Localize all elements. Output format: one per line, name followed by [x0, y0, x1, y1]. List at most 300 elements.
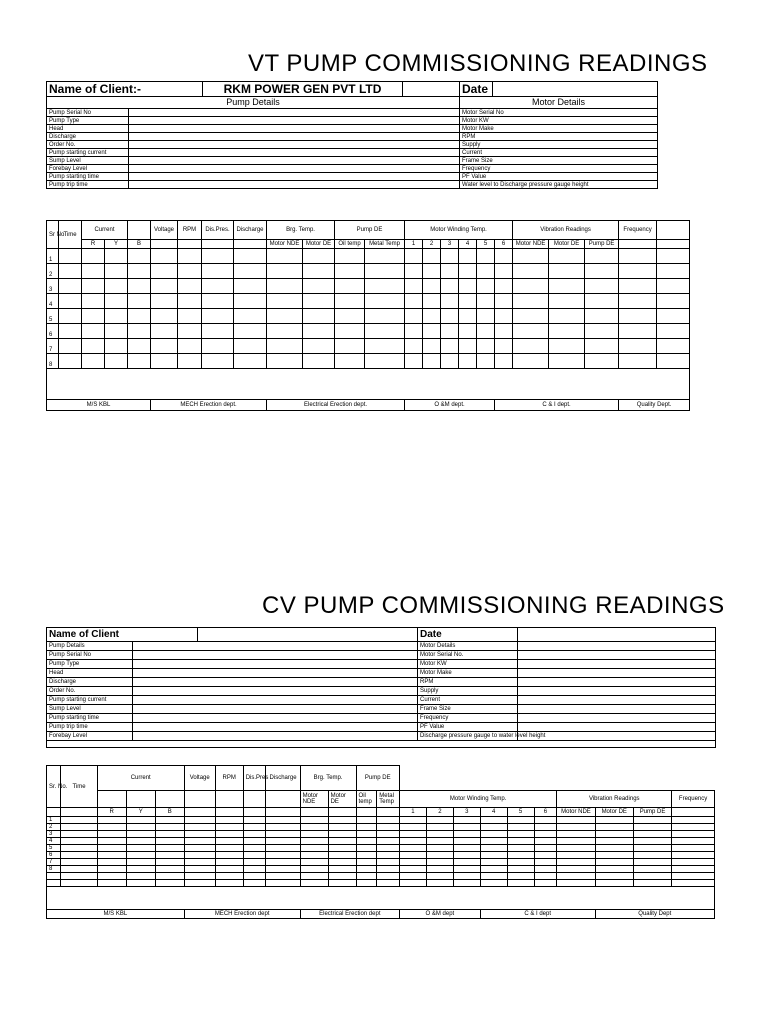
- vt-reading-cell[interactable]: [105, 354, 128, 369]
- cv-reading-cell[interactable]: [266, 866, 300, 873]
- cv-motor-field-value[interactable]: [518, 687, 716, 696]
- cv-reading-cell[interactable]: [243, 859, 266, 866]
- cv-reading-cell[interactable]: [426, 852, 453, 859]
- vt-reading-cell[interactable]: [105, 324, 128, 339]
- vt-reading-cell[interactable]: [202, 354, 234, 369]
- cv-reading-cell[interactable]: [633, 831, 671, 838]
- vt-reading-cell[interactable]: [128, 309, 151, 324]
- cv-reading-cell[interactable]: [557, 859, 595, 866]
- vt-reading-cell[interactable]: [234, 339, 267, 354]
- cv-reading-cell[interactable]: [61, 852, 97, 859]
- vt-field-value[interactable]: [129, 109, 460, 117]
- cv-reading-cell[interactable]: [184, 866, 215, 873]
- cv-reading-cell[interactable]: [426, 866, 453, 873]
- vt-reading-cell[interactable]: [405, 294, 423, 309]
- cv-reading-cell[interactable]: [633, 873, 671, 880]
- cv-reading-cell[interactable]: [595, 845, 633, 852]
- vt-reading-cell[interactable]: [513, 249, 549, 264]
- cv-reading-cell[interactable]: [672, 831, 715, 838]
- vt-reading-cell[interactable]: [459, 309, 477, 324]
- cv-reading-cell[interactable]: [300, 873, 328, 880]
- cv-reading-cell[interactable]: [633, 824, 671, 831]
- cv-reading-cell[interactable]: [400, 838, 427, 845]
- vt-reading-cell[interactable]: [585, 249, 619, 264]
- vt-reading-cell[interactable]: [105, 339, 128, 354]
- vt-reading-cell[interactable]: [405, 264, 423, 279]
- vt-reading-cell[interactable]: [303, 264, 335, 279]
- cv-reading-cell[interactable]: [126, 866, 155, 873]
- cv-reading-cell[interactable]: [507, 873, 534, 880]
- vt-reading-cell[interactable]: [549, 249, 585, 264]
- vt-field-value[interactable]: [129, 125, 460, 133]
- cv-reading-cell[interactable]: [377, 859, 400, 866]
- cv-reading-cell[interactable]: [126, 880, 155, 887]
- vt-reading-cell[interactable]: [128, 279, 151, 294]
- vt-reading-cell[interactable]: [128, 324, 151, 339]
- cv-reading-cell[interactable]: [61, 859, 97, 866]
- vt-reading-cell[interactable]: [59, 294, 82, 309]
- vt-reading-cell[interactable]: [459, 264, 477, 279]
- vt-field-value[interactable]: [129, 141, 460, 149]
- vt-reading-cell[interactable]: [365, 249, 405, 264]
- vt-reading-cell[interactable]: [234, 264, 267, 279]
- vt-reading-cell[interactable]: [234, 279, 267, 294]
- cv-reading-cell[interactable]: [507, 859, 534, 866]
- vt-reading-cell[interactable]: [105, 264, 128, 279]
- vt-reading-cell[interactable]: [495, 309, 513, 324]
- vt-reading-cell[interactable]: [234, 249, 267, 264]
- vt-reading-cell[interactable]: [151, 354, 178, 369]
- cv-reading-cell[interactable]: [480, 845, 507, 852]
- cv-reading-cell[interactable]: [328, 824, 356, 831]
- cv-date-field[interactable]: [518, 628, 716, 642]
- vt-reading-cell[interactable]: [441, 249, 459, 264]
- cv-reading-cell[interactable]: [126, 838, 155, 845]
- cv-reading-cell[interactable]: [300, 824, 328, 831]
- cv-client-field[interactable]: [198, 628, 418, 642]
- cv-reading-cell[interactable]: [426, 831, 453, 838]
- cv-reading-cell[interactable]: [328, 880, 356, 887]
- vt-reading-cell[interactable]: [441, 294, 459, 309]
- vt-reading-cell[interactable]: [495, 264, 513, 279]
- vt-reading-cell[interactable]: [178, 309, 202, 324]
- vt-reading-cell[interactable]: [477, 279, 495, 294]
- vt-reading-cell[interactable]: [128, 249, 151, 264]
- cv-reading-cell[interactable]: [453, 873, 480, 880]
- cv-reading-cell[interactable]: [215, 880, 243, 887]
- vt-reading-cell[interactable]: [59, 354, 82, 369]
- vt-reading-cell[interactable]: [267, 249, 303, 264]
- vt-reading-cell[interactable]: [619, 249, 657, 264]
- cv-reading-cell[interactable]: [97, 817, 126, 824]
- vt-field-value[interactable]: [129, 181, 460, 189]
- cv-reading-cell[interactable]: [126, 852, 155, 859]
- vt-reading-cell[interactable]: [105, 294, 128, 309]
- cv-reading-cell[interactable]: [97, 859, 126, 866]
- vt-reading-cell[interactable]: [423, 264, 441, 279]
- cv-reading-cell[interactable]: [300, 859, 328, 866]
- cv-reading-cell[interactable]: [300, 831, 328, 838]
- vt-reading-cell[interactable]: [513, 294, 549, 309]
- vt-field-value[interactable]: [129, 165, 460, 173]
- cv-reading-cell[interactable]: [126, 824, 155, 831]
- vt-reading-cell[interactable]: [619, 309, 657, 324]
- cv-reading-cell[interactable]: [633, 880, 671, 887]
- vt-reading-cell[interactable]: [441, 279, 459, 294]
- vt-reading-cell[interactable]: [549, 264, 585, 279]
- cv-reading-cell[interactable]: [61, 845, 97, 852]
- cv-reading-cell[interactable]: [215, 838, 243, 845]
- vt-reading-cell[interactable]: [59, 339, 82, 354]
- cv-reading-cell[interactable]: [426, 873, 453, 880]
- vt-reading-cell[interactable]: [151, 324, 178, 339]
- vt-reading-cell[interactable]: [105, 279, 128, 294]
- cv-reading-cell[interactable]: [595, 852, 633, 859]
- cv-reading-cell[interactable]: [61, 873, 97, 880]
- cv-reading-cell[interactable]: [61, 831, 97, 838]
- vt-reading-cell[interactable]: [459, 339, 477, 354]
- cv-reading-cell[interactable]: [97, 866, 126, 873]
- cv-reading-cell[interactable]: [155, 866, 184, 873]
- vt-reading-cell[interactable]: [151, 294, 178, 309]
- vt-reading-cell[interactable]: [441, 354, 459, 369]
- vt-reading-cell[interactable]: [549, 294, 585, 309]
- vt-reading-cell[interactable]: [657, 309, 690, 324]
- cv-reading-cell[interactable]: [557, 852, 595, 859]
- cv-reading-cell[interactable]: [400, 852, 427, 859]
- cv-reading-cell[interactable]: [155, 852, 184, 859]
- vt-field-value[interactable]: [129, 157, 460, 165]
- vt-reading-cell[interactable]: [267, 294, 303, 309]
- cv-field-value[interactable]: [133, 678, 418, 687]
- cv-reading-cell[interactable]: [426, 880, 453, 887]
- vt-reading-cell[interactable]: [513, 339, 549, 354]
- cv-reading-cell[interactable]: [595, 817, 633, 824]
- cv-reading-cell[interactable]: [47, 880, 61, 887]
- vt-reading-cell[interactable]: [59, 279, 82, 294]
- cv-reading-cell[interactable]: [356, 880, 377, 887]
- vt-reading-cell[interactable]: [549, 279, 585, 294]
- vt-reading-cell[interactable]: [335, 249, 365, 264]
- vt-reading-cell[interactable]: [267, 279, 303, 294]
- cv-reading-cell[interactable]: [534, 873, 557, 880]
- vt-reading-cell[interactable]: [178, 339, 202, 354]
- cv-reading-cell[interactable]: [243, 852, 266, 859]
- cv-reading-cell[interactable]: [480, 852, 507, 859]
- cv-reading-cell[interactable]: [184, 880, 215, 887]
- vt-reading-cell[interactable]: [477, 324, 495, 339]
- vt-reading-cell[interactable]: [585, 309, 619, 324]
- vt-reading-cell[interactable]: [128, 339, 151, 354]
- cv-reading-cell[interactable]: [377, 852, 400, 859]
- cv-reading-cell[interactable]: [328, 852, 356, 859]
- cv-reading-cell[interactable]: [507, 824, 534, 831]
- cv-reading-cell[interactable]: [155, 873, 184, 880]
- cv-reading-cell[interactable]: [557, 831, 595, 838]
- cv-reading-cell[interactable]: [672, 873, 715, 880]
- cv-reading-cell[interactable]: [557, 845, 595, 852]
- vt-reading-cell[interactable]: [82, 264, 105, 279]
- cv-reading-cell[interactable]: [453, 845, 480, 852]
- vt-reading-cell[interactable]: [423, 339, 441, 354]
- cv-reading-cell[interactable]: [377, 838, 400, 845]
- vt-reading-cell[interactable]: [303, 339, 335, 354]
- vt-reading-cell[interactable]: [423, 324, 441, 339]
- vt-reading-cell[interactable]: [82, 294, 105, 309]
- vt-reading-cell[interactable]: [82, 339, 105, 354]
- cv-reading-cell[interactable]: [507, 852, 534, 859]
- cv-field-value[interactable]: [133, 660, 418, 669]
- cv-reading-cell[interactable]: [400, 866, 427, 873]
- cv-reading-cell[interactable]: [534, 866, 557, 873]
- vt-reading-cell[interactable]: [477, 264, 495, 279]
- cv-motor-field-value[interactable]: [518, 669, 716, 678]
- vt-reading-cell[interactable]: [151, 249, 178, 264]
- cv-reading-cell[interactable]: [426, 845, 453, 852]
- vt-reading-cell[interactable]: [365, 324, 405, 339]
- cv-field-value[interactable]: [133, 642, 418, 651]
- cv-reading-cell[interactable]: [243, 824, 266, 831]
- cv-motor-field-value[interactable]: [518, 714, 716, 723]
- cv-reading-cell[interactable]: [61, 880, 97, 887]
- vt-reading-cell[interactable]: [619, 324, 657, 339]
- cv-reading-cell[interactable]: [328, 831, 356, 838]
- vt-reading-cell[interactable]: [202, 294, 234, 309]
- cv-reading-cell[interactable]: [356, 852, 377, 859]
- cv-reading-cell[interactable]: [215, 845, 243, 852]
- vt-reading-cell[interactable]: [178, 294, 202, 309]
- cv-reading-cell[interactable]: [377, 817, 400, 824]
- cv-reading-cell[interactable]: [595, 824, 633, 831]
- vt-reading-cell[interactable]: [178, 249, 202, 264]
- cv-reading-cell[interactable]: [507, 838, 534, 845]
- cv-reading-cell[interactable]: [97, 873, 126, 880]
- vt-reading-cell[interactable]: [303, 309, 335, 324]
- cv-reading-cell[interactable]: [377, 873, 400, 880]
- vt-reading-cell[interactable]: [267, 309, 303, 324]
- vt-reading-cell[interactable]: [513, 309, 549, 324]
- vt-reading-cell[interactable]: [513, 279, 549, 294]
- cv-reading-cell[interactable]: [215, 817, 243, 824]
- vt-reading-cell[interactable]: [234, 354, 267, 369]
- vt-reading-cell[interactable]: [441, 339, 459, 354]
- vt-reading-cell[interactable]: [365, 354, 405, 369]
- cv-reading-cell[interactable]: [184, 838, 215, 845]
- cv-motor-field-value[interactable]: [518, 723, 716, 732]
- vt-reading-cell[interactable]: [619, 279, 657, 294]
- cv-reading-cell[interactable]: [184, 824, 215, 831]
- vt-reading-cell[interactable]: [178, 354, 202, 369]
- cv-field-value[interactable]: [133, 723, 418, 732]
- cv-reading-cell[interactable]: [557, 817, 595, 824]
- cv-reading-cell[interactable]: [97, 845, 126, 852]
- vt-field-value[interactable]: [129, 149, 460, 157]
- cv-reading-cell[interactable]: [672, 880, 715, 887]
- vt-field-value[interactable]: [129, 173, 460, 181]
- cv-reading-cell[interactable]: [61, 866, 97, 873]
- vt-reading-cell[interactable]: [82, 354, 105, 369]
- cv-reading-cell[interactable]: [61, 817, 97, 824]
- vt-reading-cell[interactable]: [128, 264, 151, 279]
- vt-reading-cell[interactable]: [405, 279, 423, 294]
- cv-reading-cell[interactable]: [557, 880, 595, 887]
- cv-reading-cell[interactable]: [97, 824, 126, 831]
- vt-reading-cell[interactable]: [405, 339, 423, 354]
- vt-reading-cell[interactable]: [423, 294, 441, 309]
- cv-reading-cell[interactable]: [672, 824, 715, 831]
- cv-reading-cell[interactable]: [377, 845, 400, 852]
- cv-reading-cell[interactable]: [243, 866, 266, 873]
- cv-reading-cell[interactable]: [328, 817, 356, 824]
- cv-reading-cell[interactable]: [126, 859, 155, 866]
- vt-reading-cell[interactable]: [405, 309, 423, 324]
- vt-reading-cell[interactable]: [234, 294, 267, 309]
- cv-field-value[interactable]: [133, 696, 418, 705]
- vt-reading-cell[interactable]: [151, 339, 178, 354]
- vt-reading-cell[interactable]: [477, 294, 495, 309]
- cv-reading-cell[interactable]: [480, 831, 507, 838]
- cv-reading-cell[interactable]: [453, 838, 480, 845]
- cv-reading-cell[interactable]: [595, 859, 633, 866]
- cv-reading-cell[interactable]: [266, 824, 300, 831]
- vt-reading-cell[interactable]: [549, 309, 585, 324]
- cv-reading-cell[interactable]: [184, 873, 215, 880]
- vt-reading-cell[interactable]: [585, 354, 619, 369]
- cv-reading-cell[interactable]: [453, 859, 480, 866]
- cv-reading-cell[interactable]: [155, 880, 184, 887]
- cv-reading-cell[interactable]: [595, 838, 633, 845]
- vt-reading-cell[interactable]: [657, 324, 690, 339]
- cv-reading-cell[interactable]: [633, 852, 671, 859]
- vt-reading-cell[interactable]: [549, 354, 585, 369]
- cv-field-value[interactable]: [133, 705, 418, 714]
- vt-reading-cell[interactable]: [619, 354, 657, 369]
- cv-reading-cell[interactable]: [300, 817, 328, 824]
- cv-reading-cell[interactable]: [266, 852, 300, 859]
- vt-reading-cell[interactable]: [619, 264, 657, 279]
- vt-reading-cell[interactable]: [303, 249, 335, 264]
- vt-reading-cell[interactable]: [495, 249, 513, 264]
- vt-date-field[interactable]: [493, 82, 658, 97]
- cv-reading-cell[interactable]: [534, 859, 557, 866]
- vt-reading-cell[interactable]: [365, 264, 405, 279]
- vt-reading-cell[interactable]: [459, 279, 477, 294]
- cv-reading-cell[interactable]: [453, 852, 480, 859]
- cv-reading-cell[interactable]: [356, 831, 377, 838]
- cv-reading-cell[interactable]: [215, 831, 243, 838]
- cv-reading-cell[interactable]: [377, 824, 400, 831]
- cv-reading-cell[interactable]: [97, 831, 126, 838]
- cv-reading-cell[interactable]: [480, 880, 507, 887]
- vt-reading-cell[interactable]: [657, 354, 690, 369]
- cv-reading-cell[interactable]: [61, 824, 97, 831]
- vt-reading-cell[interactable]: [585, 279, 619, 294]
- cv-motor-field-value[interactable]: [518, 651, 716, 660]
- vt-reading-cell[interactable]: [423, 279, 441, 294]
- vt-reading-cell[interactable]: [459, 249, 477, 264]
- vt-reading-cell[interactable]: [335, 279, 365, 294]
- cv-reading-cell[interactable]: [480, 817, 507, 824]
- vt-reading-cell[interactable]: [105, 309, 128, 324]
- cv-reading-cell[interactable]: [155, 824, 184, 831]
- vt-reading-cell[interactable]: [495, 354, 513, 369]
- vt-reading-cell[interactable]: [657, 264, 690, 279]
- cv-reading-cell[interactable]: [426, 824, 453, 831]
- cv-reading-cell[interactable]: [534, 838, 557, 845]
- cv-reading-cell[interactable]: [507, 880, 534, 887]
- cv-reading-cell[interactable]: [328, 859, 356, 866]
- cv-reading-cell[interactable]: [377, 831, 400, 838]
- cv-reading-cell[interactable]: [557, 866, 595, 873]
- cv-reading-cell[interactable]: [215, 859, 243, 866]
- cv-reading-cell[interactable]: [534, 824, 557, 831]
- vt-reading-cell[interactable]: [267, 339, 303, 354]
- cv-reading-cell[interactable]: [453, 866, 480, 873]
- vt-reading-cell[interactable]: [441, 309, 459, 324]
- vt-reading-cell[interactable]: [303, 354, 335, 369]
- vt-reading-cell[interactable]: [303, 294, 335, 309]
- cv-reading-cell[interactable]: [266, 859, 300, 866]
- cv-field-value[interactable]: [133, 687, 418, 696]
- vt-reading-cell[interactable]: [513, 264, 549, 279]
- cv-reading-cell[interactable]: [184, 859, 215, 866]
- cv-motor-field-value[interactable]: [518, 678, 716, 687]
- cv-reading-cell[interactable]: [480, 838, 507, 845]
- cv-reading-cell[interactable]: [672, 866, 715, 873]
- cv-reading-cell[interactable]: [507, 817, 534, 824]
- cv-reading-cell[interactable]: [595, 831, 633, 838]
- vt-reading-cell[interactable]: [128, 354, 151, 369]
- cv-reading-cell[interactable]: [534, 845, 557, 852]
- vt-reading-cell[interactable]: [82, 249, 105, 264]
- cv-reading-cell[interactable]: [534, 852, 557, 859]
- cv-reading-cell[interactable]: [507, 831, 534, 838]
- cv-reading-cell[interactable]: [266, 880, 300, 887]
- vt-reading-cell[interactable]: [513, 354, 549, 369]
- cv-motor-field-value[interactable]: [518, 705, 716, 714]
- cv-reading-cell[interactable]: [633, 845, 671, 852]
- cv-reading-cell[interactable]: [672, 817, 715, 824]
- cv-reading-cell[interactable]: [426, 817, 453, 824]
- cv-reading-cell[interactable]: [266, 845, 300, 852]
- vt-reading-cell[interactable]: [365, 294, 405, 309]
- cv-reading-cell[interactable]: [400, 831, 427, 838]
- cv-reading-cell[interactable]: [184, 831, 215, 838]
- cv-field-value[interactable]: [133, 669, 418, 678]
- cv-reading-cell[interactable]: [126, 845, 155, 852]
- cv-reading-cell[interactable]: [400, 817, 427, 824]
- cv-reading-cell[interactable]: [507, 866, 534, 873]
- cv-reading-cell[interactable]: [266, 817, 300, 824]
- vt-reading-cell[interactable]: [335, 339, 365, 354]
- vt-reading-cell[interactable]: [303, 279, 335, 294]
- cv-reading-cell[interactable]: [453, 817, 480, 824]
- cv-reading-cell[interactable]: [215, 866, 243, 873]
- vt-reading-cell[interactable]: [267, 354, 303, 369]
- cv-reading-cell[interactable]: [633, 866, 671, 873]
- vt-reading-cell[interactable]: [151, 264, 178, 279]
- vt-reading-cell[interactable]: [335, 294, 365, 309]
- cv-reading-cell[interactable]: [300, 838, 328, 845]
- vt-reading-cell[interactable]: [335, 309, 365, 324]
- cv-reading-cell[interactable]: [47, 873, 61, 880]
- vt-reading-cell[interactable]: [178, 279, 202, 294]
- cv-reading-cell[interactable]: [356, 824, 377, 831]
- vt-reading-cell[interactable]: [82, 324, 105, 339]
- vt-reading-cell[interactable]: [441, 324, 459, 339]
- cv-reading-cell[interactable]: [400, 824, 427, 831]
- vt-reading-cell[interactable]: [105, 249, 128, 264]
